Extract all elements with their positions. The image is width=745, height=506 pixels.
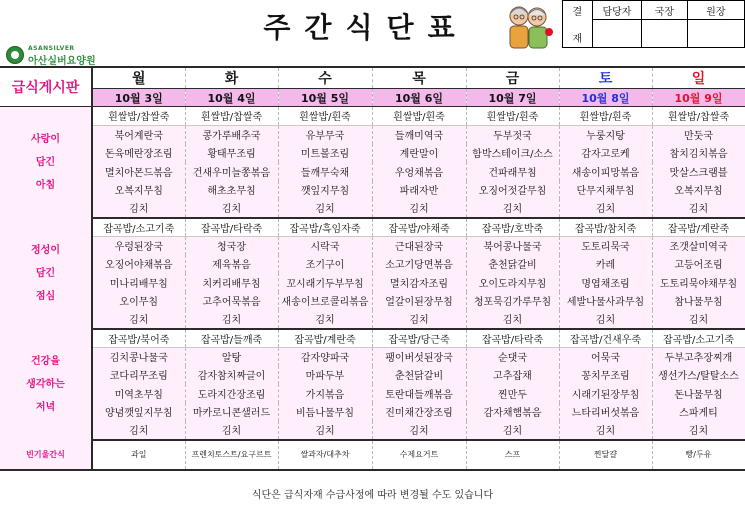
dish-cell: 김치 <box>652 310 745 329</box>
dish-cell: 김치 <box>372 421 466 440</box>
dish-cell: 참나물무침 <box>652 292 745 311</box>
dish-cell: 황태무조림 <box>185 144 278 163</box>
meal-section-label <box>0 107 92 218</box>
dish-cell: 유부무국 <box>278 125 372 144</box>
dish-cell: 김치 <box>185 421 278 440</box>
rice-porridge-cell: 잡곡밥/들깨죽 <box>185 329 278 348</box>
date-header: 10월 7일 <box>466 89 559 107</box>
rice-porridge-cell: 잡곡밥/참치죽 <box>559 218 652 237</box>
dish-cell: 미역초무침 <box>92 384 185 403</box>
dish-cell: 도토리묵국 <box>559 236 652 255</box>
meal-section-label-line: 건강을 <box>31 355 60 367</box>
rice-porridge-cell: 잡곡밥/야채죽 <box>372 218 466 237</box>
day-header: 토 <box>559 67 652 89</box>
meal-section-label-line: 저녁 <box>35 401 56 413</box>
dish-cell: 감자고로케 <box>559 144 652 163</box>
dish-cell: 김치 <box>372 199 466 218</box>
dish-cell: 도라지간장조림 <box>185 384 278 403</box>
dish-cell: 진미채간장조림 <box>372 403 466 422</box>
dish-cell: 명엽채조림 <box>559 273 652 292</box>
dish-cell: 들깨무숙채 <box>278 162 372 181</box>
snack-cell: 찐달걀 <box>559 440 652 470</box>
dish-cell: 콩가루배추국 <box>185 125 278 144</box>
weekly-menu-table <box>0 66 745 471</box>
dish-cell: 북어콩나물국 <box>466 236 559 255</box>
dish-cell: 감자채햄볶음 <box>466 403 559 422</box>
rice-porridge-cell: 흰쌀밥/흰죽 <box>466 107 559 126</box>
rice-porridge-cell: 잡곡밥/계란죽 <box>652 218 745 237</box>
dish-cell: 오징어야채볶음 <box>92 255 185 274</box>
dish-cell: 소고기당면볶음 <box>372 255 466 274</box>
dish-cell: 팽이버섯된장국 <box>372 347 466 366</box>
day-header: 일 <box>652 67 745 89</box>
dish-cell: 우렁된장국 <box>92 236 185 255</box>
dish-cell: 감자양파국 <box>278 347 372 366</box>
meal-section-label-line: 아침 <box>35 179 56 191</box>
dish-cell: 스파게티 <box>652 403 745 422</box>
dish-cell: 조갯살미역국 <box>652 236 745 255</box>
dish-cell: 멸치감자조림 <box>372 273 466 292</box>
approval-label-top: 결 <box>572 7 583 18</box>
logo-korean-text: 아산실버요양원 <box>28 56 96 67</box>
dish-cell: 순댓국 <box>466 347 559 366</box>
dish-cell: 누룽지탕 <box>559 125 652 144</box>
dish-cell: 맛살스크램블 <box>652 162 745 181</box>
rice-porridge-cell: 흰쌀밥/찹쌀죽 <box>185 107 278 126</box>
dish-cell: 가지볶음 <box>278 384 372 403</box>
meal-section-label-line: 정성이 <box>31 244 60 256</box>
approval-sign-head[interactable] <box>687 20 744 48</box>
dish-cell: 감자참치짜글이 <box>185 366 278 385</box>
dish-cell: 해초초무침 <box>185 181 278 200</box>
page-title: 주간식단표 <box>263 11 469 44</box>
dish-cell: 김치 <box>652 421 745 440</box>
meal-section-label-line: 점심 <box>35 290 56 302</box>
dish-cell: 도토리묵야채무침 <box>652 273 745 292</box>
dish-cell: 고추잡채 <box>466 366 559 385</box>
dish-cell: 미트볼조림 <box>278 144 372 163</box>
dish-cell: 느타리버섯볶음 <box>559 403 652 422</box>
dish-cell: 근대된장국 <box>372 236 466 255</box>
rice-porridge-cell: 흰쌀밥/흰죽 <box>278 107 372 126</box>
dish-cell: 새송이피망볶음 <box>559 162 652 181</box>
dish-cell: 건새우미늘쫑볶음 <box>185 162 278 181</box>
dish-cell: 오복지무침 <box>92 181 185 200</box>
dish-cell: 춘천닭갈비 <box>466 255 559 274</box>
dish-cell: 마파두부 <box>278 366 372 385</box>
board-label: 급식게시판 <box>0 67 92 107</box>
approval-box <box>562 0 745 48</box>
day-header: 금 <box>466 67 559 89</box>
dish-cell: 어묵국 <box>559 347 652 366</box>
snack-cell: 과일 <box>92 440 185 470</box>
meal-section-label-line: 사랑이 <box>31 133 60 145</box>
snack-label: 빈기울간식 <box>0 440 92 470</box>
snack-cell: 쌀과자/대추차 <box>278 440 372 470</box>
meal-section-label <box>0 218 92 329</box>
dish-cell: 고추어묵볶음 <box>185 292 278 311</box>
dish-cell: 김치 <box>559 421 652 440</box>
rice-porridge-cell: 잡곡밥/호박죽 <box>466 218 559 237</box>
dish-cell: 깻잎지무침 <box>278 181 372 200</box>
dish-cell: 미나리배무침 <box>92 273 185 292</box>
rice-porridge-cell: 잡곡밥/소고기죽 <box>652 329 745 348</box>
dish-cell: 김치 <box>92 310 185 329</box>
dish-cell: 카레 <box>559 255 652 274</box>
approval-label <box>563 1 593 48</box>
dish-cell: 김치 <box>278 421 372 440</box>
dish-cell: 생선가스/탈탈소스 <box>652 366 745 385</box>
grandparents-illustration-icon <box>502 2 554 52</box>
dish-cell: 시래기된장무침 <box>559 384 652 403</box>
dish-cell: 북어계란국 <box>92 125 185 144</box>
logo-english-text: ASANSILVER <box>28 45 75 52</box>
snack-cell: 빵/두유 <box>652 440 745 470</box>
dish-cell: 제육볶음 <box>185 255 278 274</box>
rice-porridge-cell: 잡곡밥/타락죽 <box>466 329 559 348</box>
dish-cell: 김치 <box>652 199 745 218</box>
dish-cell: 오이무침 <box>92 292 185 311</box>
day-header: 화 <box>185 67 278 89</box>
rice-porridge-cell: 잡곡밥/건새우죽 <box>559 329 652 348</box>
dish-cell: 김치 <box>92 421 185 440</box>
dish-cell: 알탕 <box>185 347 278 366</box>
dish-cell: 세발나물사과무침 <box>559 292 652 311</box>
dish-cell: 토란대들깨볶음 <box>372 384 466 403</box>
rice-porridge-cell: 잡곡밥/소고기죽 <box>92 218 185 237</box>
dish-cell: 오이도라지무침 <box>466 273 559 292</box>
dish-cell: 김치 <box>466 310 559 329</box>
dish-cell: 찐만두 <box>466 384 559 403</box>
dish-cell: 코다리무조림 <box>92 366 185 385</box>
meal-section-label-line: 담긴 <box>35 267 56 279</box>
rice-porridge-cell: 흰쌀밥/찹쌀죽 <box>652 107 745 126</box>
approval-role-staff: 담당자 <box>592 1 641 20</box>
dish-cell: 함박스테이크/소스 <box>466 144 559 163</box>
day-header: 월 <box>92 67 185 89</box>
date-header: 10월 5일 <box>278 89 372 107</box>
dish-cell: 건파래무침 <box>466 162 559 181</box>
logo-emblem-icon <box>6 46 24 64</box>
dish-cell: 김치콩나물국 <box>92 347 185 366</box>
rice-porridge-cell: 잡곡밥/북어죽 <box>92 329 185 348</box>
dish-cell: 들깨미역국 <box>372 125 466 144</box>
approval-sign-director[interactable] <box>642 20 688 48</box>
date-header: 10월 8일 <box>559 89 652 107</box>
dish-cell: 오복지무침 <box>652 181 745 200</box>
meal-section-label-line: 담긴 <box>35 156 56 168</box>
dish-cell: 새송이브로콜리볶음 <box>278 292 372 311</box>
date-header: 10월 9일 <box>652 89 745 107</box>
dish-cell: 김치 <box>92 199 185 218</box>
dish-cell: 치커리배무침 <box>185 273 278 292</box>
date-header: 10월 4일 <box>185 89 278 107</box>
approval-label-bottom: 재 <box>572 34 583 45</box>
dish-cell: 김치 <box>372 310 466 329</box>
dish-cell: 꽁치무조림 <box>559 366 652 385</box>
dish-cell: 멸치아몬드볶음 <box>92 162 185 181</box>
rice-porridge-cell: 잡곡밥/당근죽 <box>372 329 466 348</box>
rice-porridge-cell: 잡곡밥/타락죽 <box>185 218 278 237</box>
approval-sign-staff[interactable] <box>592 20 641 48</box>
dish-cell: 김치 <box>185 199 278 218</box>
dish-cell: 단무지채무침 <box>559 181 652 200</box>
dish-cell: 김치 <box>466 421 559 440</box>
dish-cell: 마카로니콘샐러드 <box>185 403 278 422</box>
rice-porridge-cell: 잡곡밥/계란죽 <box>278 329 372 348</box>
dish-cell: 참치김치볶음 <box>652 144 745 163</box>
approval-role-head: 원장 <box>687 1 744 20</box>
dish-cell: 비듬나물무침 <box>278 403 372 422</box>
dish-cell: 우엉채볶음 <box>372 162 466 181</box>
dish-cell: 춘천닭갈비 <box>372 366 466 385</box>
dish-cell: 얼갈이된장무침 <box>372 292 466 311</box>
dish-cell: 파래자반 <box>372 181 466 200</box>
snack-cell: 프렌치토스트/요구르트 <box>185 440 278 470</box>
rice-porridge-cell: 잡곡밥/흑임자죽 <box>278 218 372 237</box>
dish-cell: 양념깻잎지무침 <box>92 403 185 422</box>
meal-section-label <box>0 329 92 440</box>
dish-cell: 김치 <box>278 310 372 329</box>
dish-cell: 만둣국 <box>652 125 745 144</box>
dish-cell: 김치 <box>559 310 652 329</box>
logo <box>6 44 126 66</box>
dish-cell: 계란말이 <box>372 144 466 163</box>
dish-cell: 두부고추장찌개 <box>652 347 745 366</box>
day-header: 목 <box>372 67 466 89</box>
rice-porridge-cell: 흰쌀밥/흰죽 <box>372 107 466 126</box>
dish-cell: 김치 <box>278 199 372 218</box>
snack-cell: 수제요거트 <box>372 440 466 470</box>
dish-cell: 돈나물무침 <box>652 384 745 403</box>
dish-cell: 시락국 <box>278 236 372 255</box>
date-header: 10월 6일 <box>372 89 466 107</box>
rice-porridge-cell: 흰쌀밥/흰죽 <box>559 107 652 126</box>
day-header: 수 <box>278 67 372 89</box>
meal-section-label-line: 생각하는 <box>26 378 65 390</box>
dish-cell: 조기구이 <box>278 255 372 274</box>
snack-cell: 스프 <box>466 440 559 470</box>
dish-cell: 김치 <box>466 199 559 218</box>
dish-cell: 꼬시래기두부무침 <box>278 273 372 292</box>
dish-cell: 청포묵김가루무침 <box>466 292 559 311</box>
dish-cell: 김치 <box>185 310 278 329</box>
date-header: 10월 3일 <box>92 89 185 107</box>
dish-cell: 김치 <box>559 199 652 218</box>
dish-cell: 오징어젓갈무침 <box>466 181 559 200</box>
rice-porridge-cell: 흰쌀밥/찹쌀죽 <box>92 107 185 126</box>
dish-cell: 두부젓국 <box>466 125 559 144</box>
dish-cell: 돈육메란장조림 <box>92 144 185 163</box>
dish-cell: 청국장 <box>185 236 278 255</box>
dish-cell: 고등어조림 <box>652 255 745 274</box>
approval-role-director: 국장 <box>642 1 688 20</box>
footnote: 식단은 급식자재 수급사정에 따라 변경될 수도 있습니다 <box>251 490 494 501</box>
